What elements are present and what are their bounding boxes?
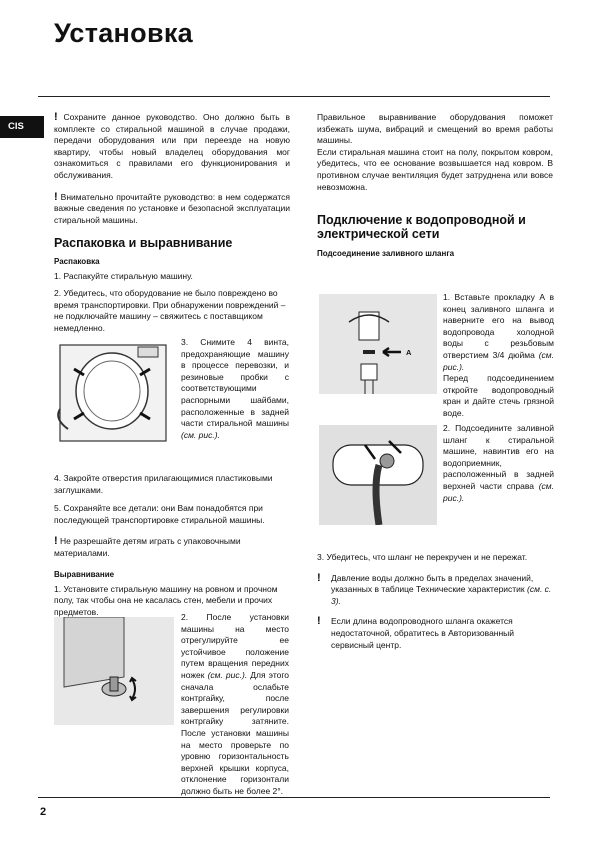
gasket-label: A bbox=[406, 348, 412, 357]
header-rule bbox=[38, 96, 550, 97]
hose-step-1: 1. Вставьте прокладку А в конец заливного шланга и наверните его на вывод водопровода холодной воды с резьбовым отверстием 3/4 дюйма (см. рис.). bbox=[443, 292, 554, 372]
section-unpacking-title: Распаковка и выравнивание bbox=[54, 236, 233, 251]
level-step-2: 2. После установки машины на место отрегулируйте ее устойчивое положение путем вращения передних ножек (см. рис.). Для этого сначала ослабьте контргайку, после завершения регулировки контргайку затяните. После установки машины на место проверьте по уровню горизонтальность верхней крышки корпуса, отклонение горизонтали должно быть не более 2°. bbox=[181, 612, 290, 796]
hose-step-2: 2. Подсоедините заливной шланг к стиральной машине, навинтив его на водоприемник, расположенный в задней верхней части справа (см. рис.). bbox=[443, 423, 554, 503]
note-save-manual: ! Сохраните данное руководство. Оно должно быть в комплекте со стиральной машиной в случае продажи, передачи оборудования или при переезде на новую квартиру, чтобы новый владелец оборудования мог ознакомиться с правилами его функционирования и обслуживания. bbox=[54, 111, 290, 180]
warning-icon: ! bbox=[54, 535, 58, 548]
section-connection-title: Подключение к водопроводной и электрической сети bbox=[317, 213, 526, 242]
hose-step-3: 3. Убедитесь, что шланг не перекручен и не пережат. bbox=[317, 552, 528, 562]
carpet-warning-text: Если стиральная машина стоит на полу, покрытом ковром, убедитесь, что ее основание возвышается над ковром. В противном случае вентиляция будет затруднена или вовсе невозможна. bbox=[317, 146, 553, 192]
note-hose-length: ! Если длина водопроводного шланга окажется недостаточной, обратитесь в Авторизованный сервисный центр. bbox=[317, 615, 515, 650]
warning-icon: ! bbox=[54, 111, 58, 123]
hose-subtitle: Подсоединение заливного шланга bbox=[317, 249, 455, 259]
warning-icon: ! bbox=[317, 571, 321, 584]
unpack-step-2: 2. Убедитесь, что оборудование не было повреждено во время транспортировки. При обнаружении повреждений – не подключайте машину – свяжитесь с поставщиком немедленно. bbox=[54, 287, 286, 333]
page-number: 2 bbox=[40, 806, 47, 818]
machine-back-figure bbox=[54, 339, 174, 447]
language-tab: CIS bbox=[0, 116, 44, 138]
unpack-step-1: 1. Распакуйте стиральную машину. bbox=[54, 271, 193, 282]
note-children: ! Не разрешайте детям играть с упаковочными материалами. bbox=[54, 535, 241, 558]
unpack-step-3: 3. Снимите 4 винта, предохраняющие машину в процессе перевозки, и резиновые пробки с соответствующими распорными шайбами, расположенные в задней части стиральной машины (см. рис.). bbox=[181, 337, 289, 440]
warning-icon: ! bbox=[54, 190, 58, 203]
hose-machine-figure bbox=[319, 425, 437, 525]
level-step-1: 1. Установите стиральную машину на ровном и прочном полу, так чтобы она не касалась стен, мебели и прочих предметов. bbox=[54, 583, 278, 617]
unpack-step-4: 4. Закройте отверстия прилагающимися пластиковыми заглушками. bbox=[54, 473, 273, 495]
tap-connection-figure bbox=[319, 294, 437, 394]
hose-step-1-note: Перед подсоединением откройте водопроводный кран и дайте стечь грязной воде. bbox=[443, 373, 554, 418]
note-read-manual: ! Внимательно прочитайте руководство: в нем содержатся важные сведения по установке и безопасной эксплуатации стиральной машины. bbox=[54, 190, 290, 225]
warning-icon: ! bbox=[317, 615, 321, 628]
footer-rule bbox=[38, 797, 550, 798]
level-subtitle: Выравнивание bbox=[54, 569, 115, 579]
leveling-benefit-text: Правильное выравнивание оборудования поможет избежать шума, вибраций и смещений во время работы машины. bbox=[317, 112, 553, 146]
note-water-pressure: ! Давление воды должно быть в пределах значений, указанных в таблице Технические характеристик (см. с. 3). bbox=[317, 571, 552, 606]
unpack-step-5: 5. Сохраняйте все детали: они Вам понадобятся при последующей транспортировке стиральной машины. bbox=[54, 503, 265, 525]
leveling-foot-figure bbox=[54, 617, 174, 725]
page-title: Установка bbox=[54, 18, 193, 48]
unpack-subtitle: Распаковка bbox=[54, 257, 100, 267]
